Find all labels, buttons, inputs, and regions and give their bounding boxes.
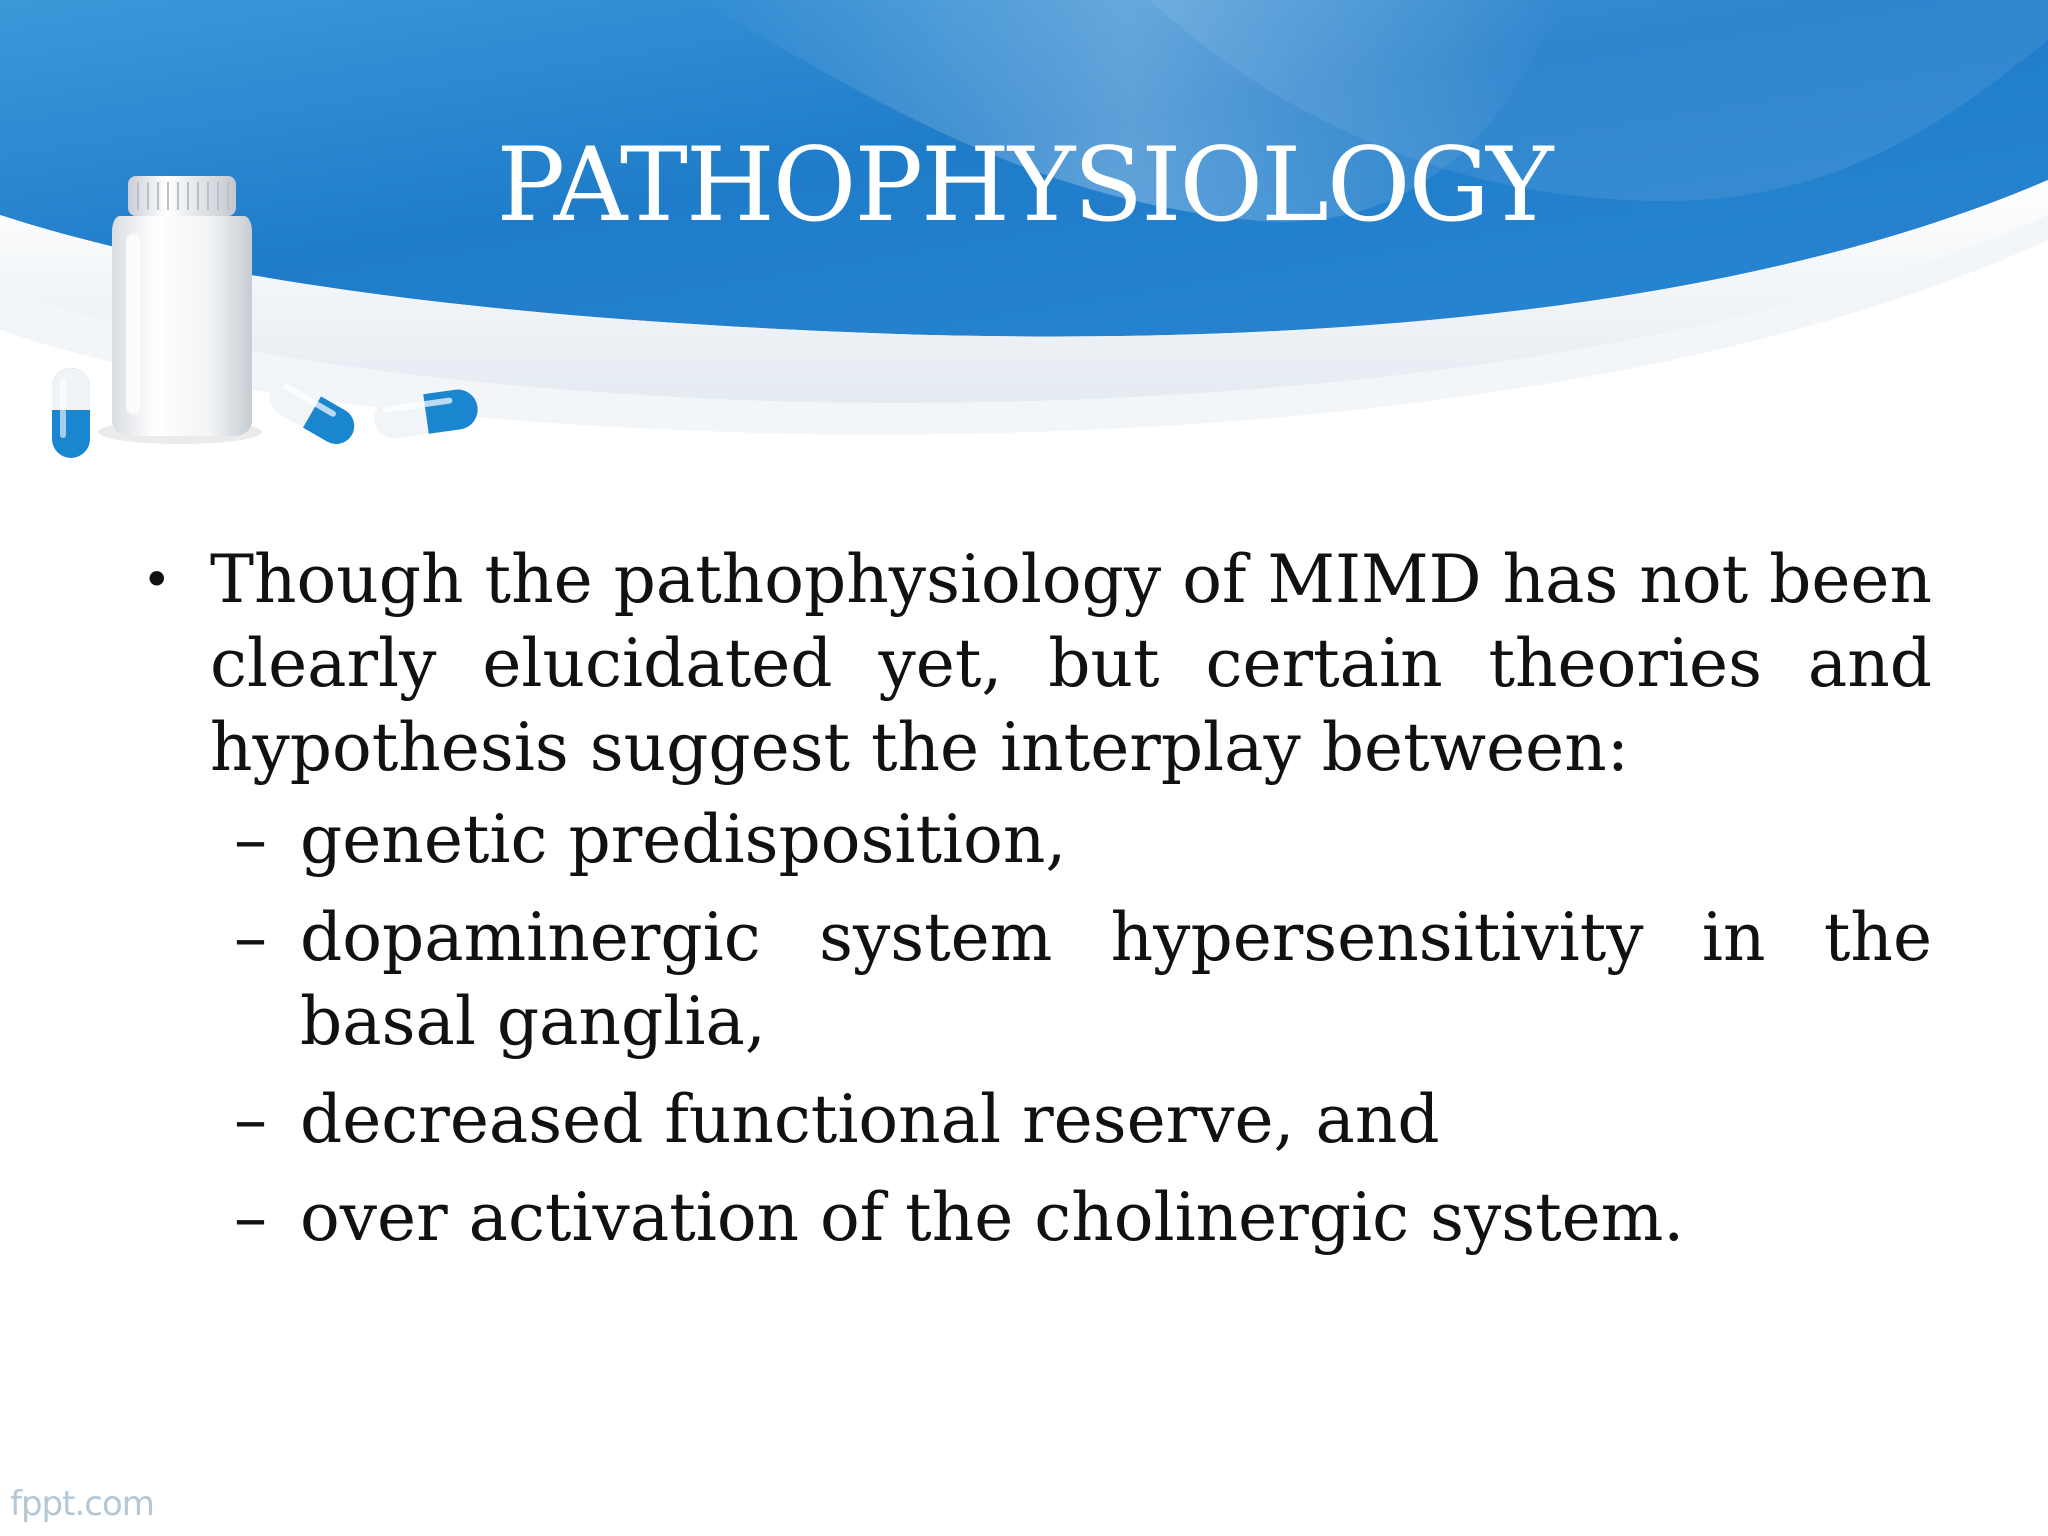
header-banner (0, 0, 2048, 520)
sub-bullet-text: over activation of the cholinergic system. (300, 1179, 1685, 1256)
slide-title: PATHOPHYSIOLOGY (496, 126, 1552, 245)
slide-body (142, 538, 1932, 1274)
dash-marker: – (234, 899, 267, 976)
sub-bullet-text: decreased functional reserve, and (300, 1081, 1440, 1158)
dash-marker: – (234, 801, 267, 878)
sub-bullet-list (142, 798, 1932, 1260)
sub-bullet-text: genetic predisposition, (300, 801, 1067, 878)
bullet-marker: • (142, 551, 172, 609)
bullet-item (142, 538, 1932, 790)
capsule-icon (52, 368, 90, 458)
sub-bullet-item (142, 1078, 1932, 1162)
sub-bullet-item (142, 798, 1932, 882)
dash-marker: – (234, 1081, 267, 1158)
bullet-text: Though the pathophysiology of MIMD has not been clearly elucidated yet, but certain theories and hypothesis suggest the interplay between: (210, 541, 1932, 786)
footer-watermark: fppt.com (10, 1484, 154, 1524)
dash-marker: – (234, 1179, 267, 1256)
sub-bullet-text: dopaminergic system hypersensitivity in the basal ganglia, (300, 899, 1932, 1060)
sub-bullet-item (142, 896, 1932, 1064)
sub-bullet-item (142, 1176, 1932, 1260)
